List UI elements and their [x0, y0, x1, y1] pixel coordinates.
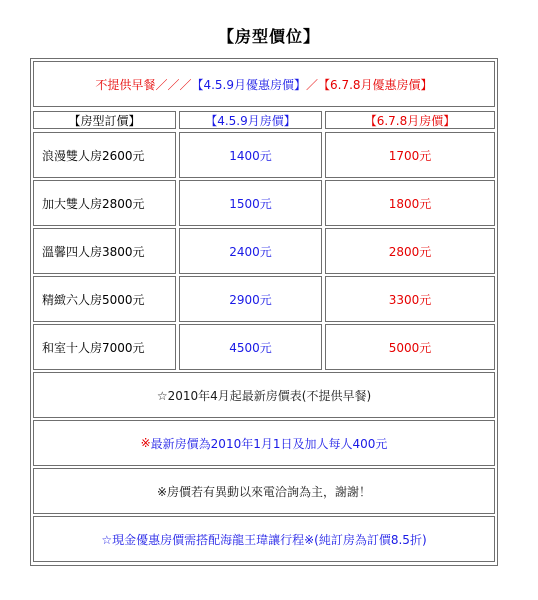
- price-678: 5000元: [325, 324, 495, 370]
- price-678: 2800元: [325, 228, 495, 274]
- room-name: 加大雙人房2800元: [33, 180, 176, 226]
- header-room-price: 【房型訂價】: [33, 111, 176, 129]
- note-mark: ※: [140, 436, 151, 450]
- season-459-label: 【4.5.9月優惠房價】: [191, 77, 306, 92]
- separator: ／: [306, 77, 319, 92]
- price-459: 2400元: [179, 228, 322, 274]
- price-459: 1500元: [179, 180, 322, 226]
- page-title: 【房型價位】: [217, 27, 320, 46]
- no-breakfast-note: 不提供早餐: [95, 77, 156, 92]
- note-cash-discount: ☆現金優惠房價需搭配海龍王瑋讓行程※(純訂房為訂價8.5折): [33, 516, 495, 562]
- room-name: 浪漫雙人房2600元: [33, 132, 176, 178]
- price-459: 4500元: [179, 324, 322, 370]
- room-name: 精緻六人房5000元: [33, 276, 176, 322]
- room-name: 和室十人房7000元: [33, 324, 176, 370]
- note-price-list-date: ☆2010年4月起最新房價表(不提供早餐): [33, 372, 495, 418]
- price-678: 1800元: [325, 180, 495, 226]
- price-678: 3300元: [325, 276, 495, 322]
- header-459-price: 【4.5.9月房價】: [179, 111, 322, 129]
- note-price-change: ※房價若有異動以來電洽詢為主，謝謝！: [33, 468, 495, 514]
- season-678-label: 【6.7.8月優惠房價】: [318, 77, 433, 92]
- subheader-row: [33, 61, 495, 107]
- price-459: 1400元: [179, 132, 322, 178]
- note-latest-price: [33, 420, 495, 466]
- price-678: 1700元: [325, 132, 495, 178]
- separator: ／／／: [155, 77, 192, 92]
- note-latest-price-text: 最新房價為2010年1月1日及加人每人400元: [150, 436, 388, 451]
- room-name: 溫馨四人房3800元: [33, 228, 176, 274]
- price-459: 2900元: [179, 276, 322, 322]
- header-678-price: 【6.7.8月房價】: [325, 111, 495, 129]
